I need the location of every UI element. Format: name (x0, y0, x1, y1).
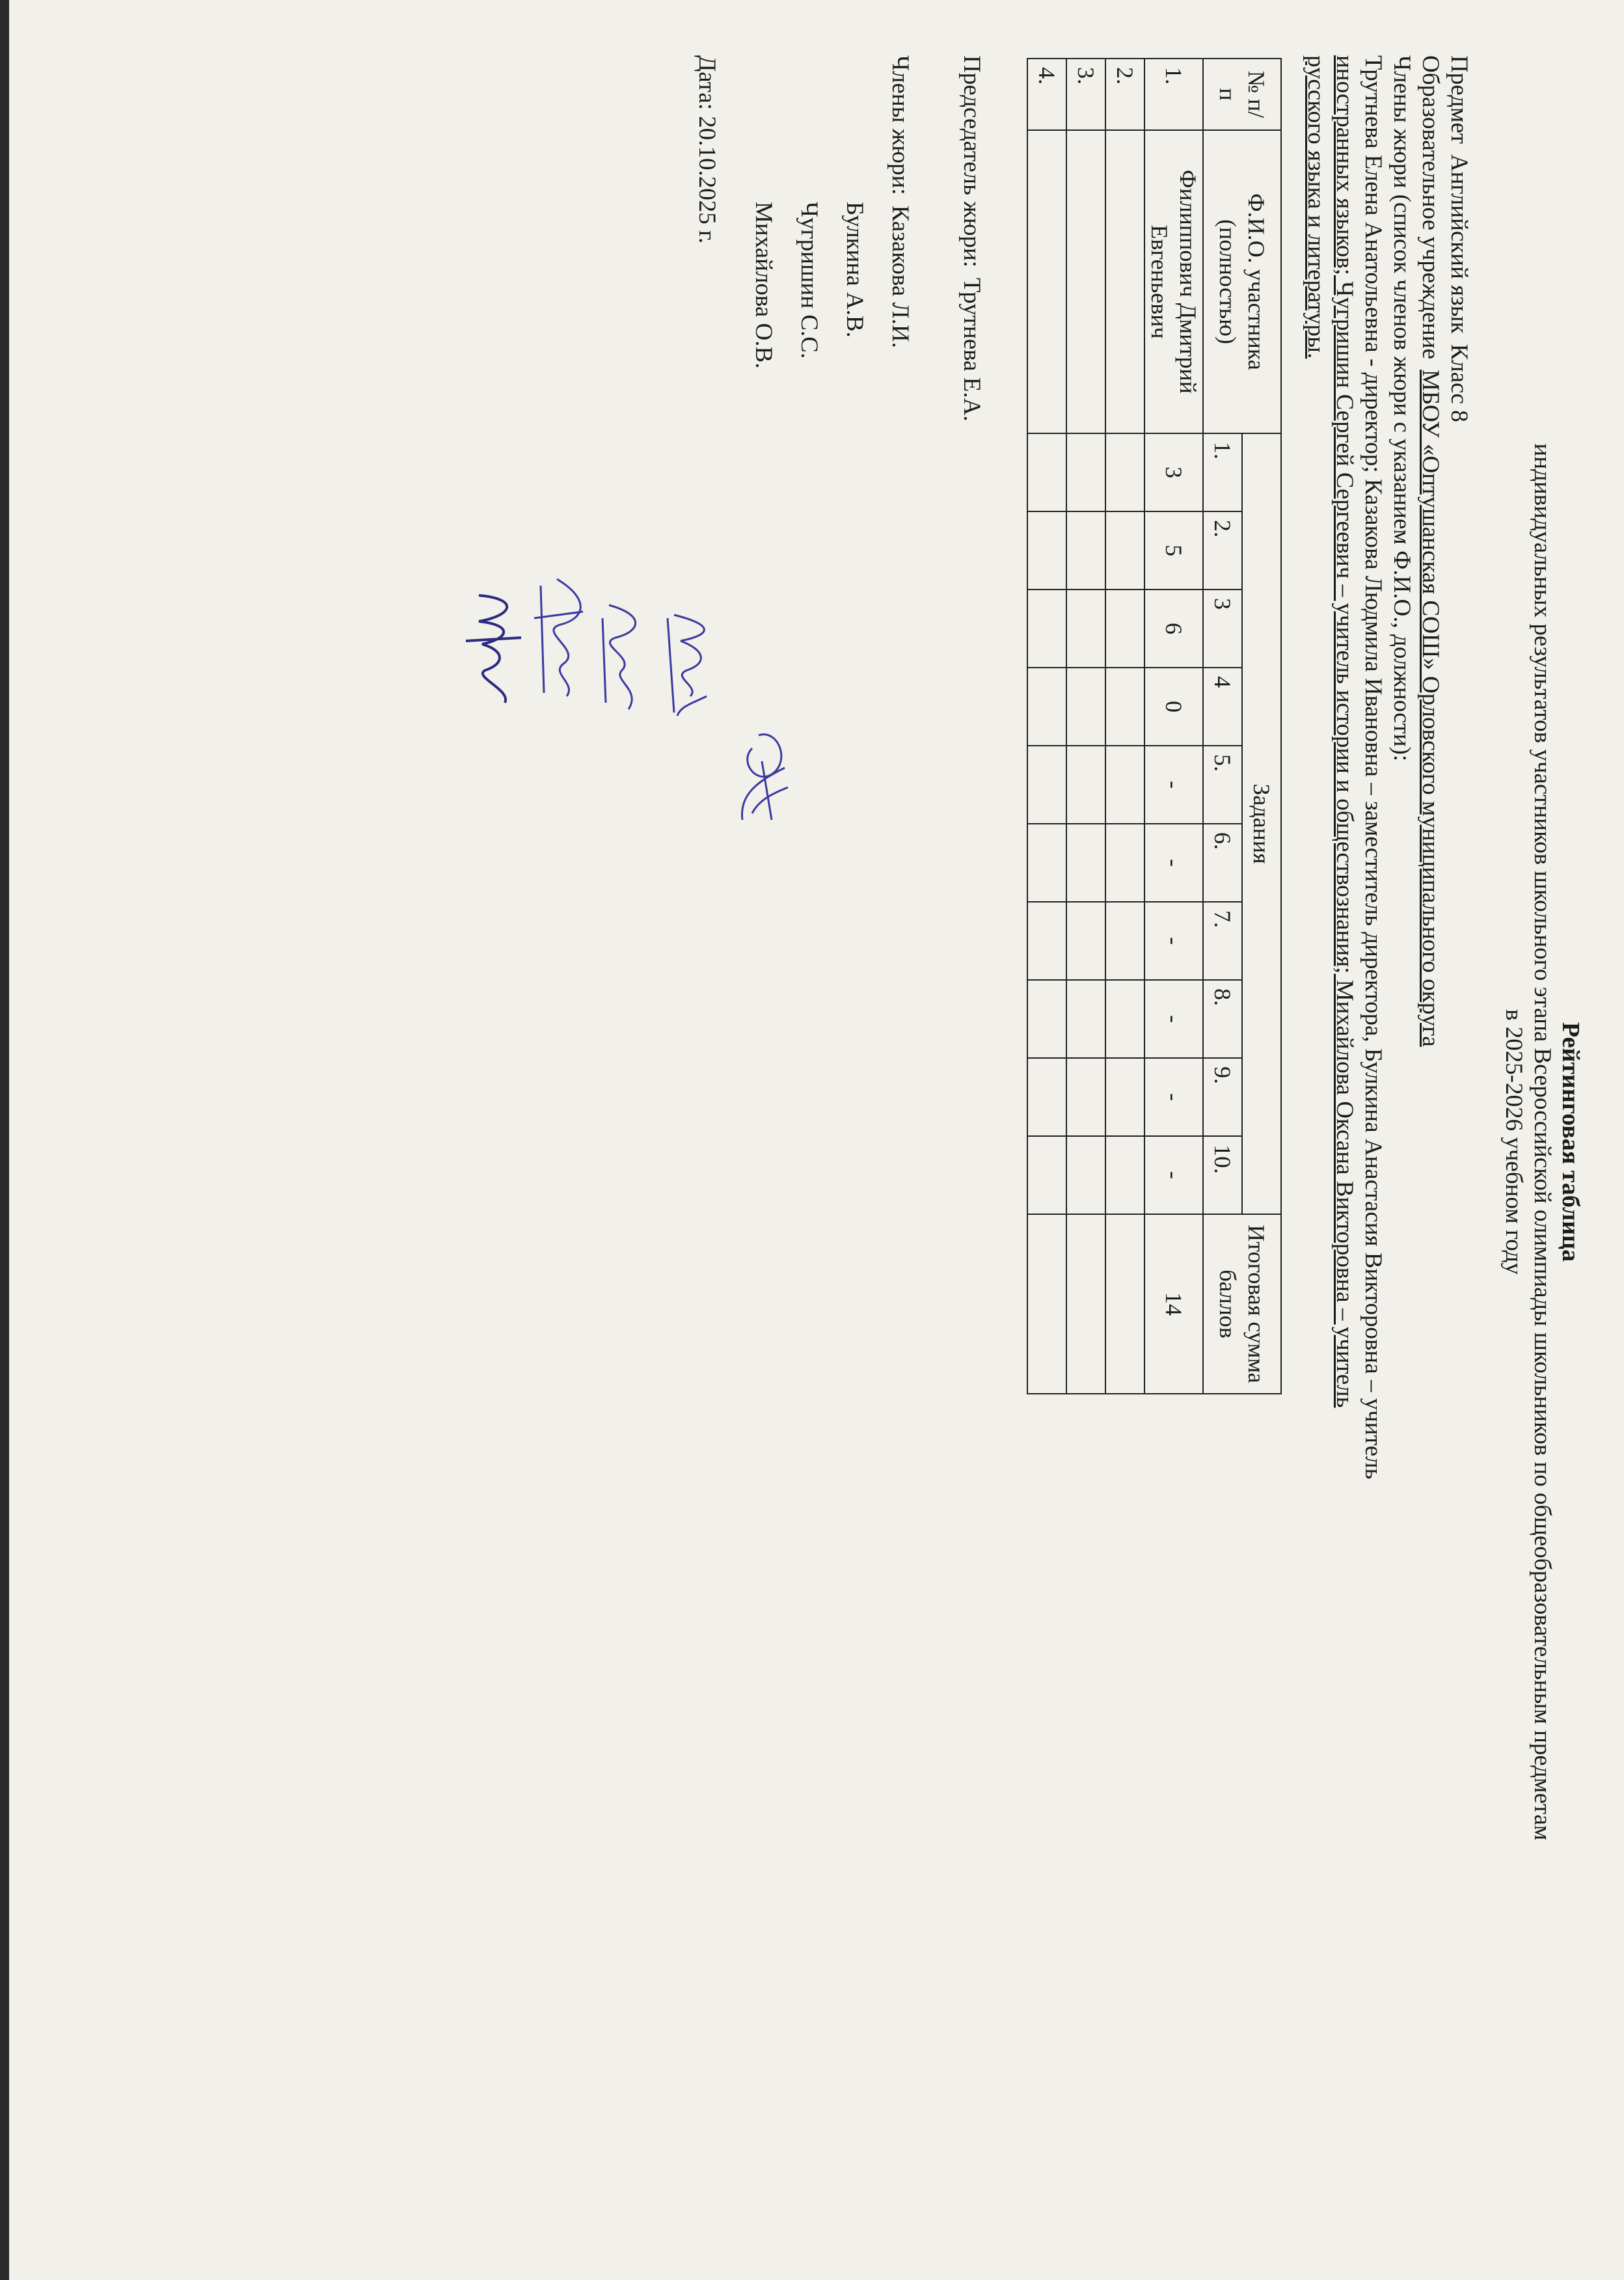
task-score (1027, 1058, 1066, 1136)
participant-name (1066, 130, 1105, 433)
task-score (1105, 824, 1144, 902)
task-score: - (1144, 1058, 1203, 1136)
row-num: 1. (1144, 59, 1203, 130)
task-score (1066, 433, 1105, 511)
task-score: - (1144, 824, 1203, 902)
member-name: Казакова Л.И. (887, 205, 914, 348)
chair-line (949, 55, 994, 2229)
task-number: 2. (1203, 511, 1242, 590)
member-line (740, 55, 786, 2229)
date-label: Дата: (694, 55, 720, 111)
jury-list-line-3: русского языка и литературы. (1303, 55, 1329, 359)
document-title: Рейтинговая таблица (1557, 1022, 1584, 1262)
task-score (1066, 511, 1105, 590)
task-score (1066, 1136, 1105, 1214)
member-line (832, 55, 877, 2229)
table-row (1027, 59, 1066, 1394)
task-score (1027, 590, 1066, 668)
task-score (1027, 746, 1066, 824)
task-number: 1. (1203, 433, 1242, 511)
header-tasks: Задания (1242, 433, 1281, 1214)
task-score (1105, 902, 1144, 980)
task-score (1066, 902, 1105, 980)
table-header-row (1242, 59, 1281, 1394)
total-score (1066, 1214, 1105, 1394)
task-score (1105, 1136, 1144, 1214)
header-total: Итоговая сумма баллов (1203, 1214, 1281, 1394)
academic-year: в 2025-2026 учебном году (1500, 1009, 1527, 1275)
chair-name: Трутнева Е.А. (958, 278, 985, 422)
jury-list-line-2: иностранных языков; Чугришин Сергей Сергеевич – учитель истории и обществознания; Михайлова Оксана Викторовна – учитель (1331, 55, 1358, 1408)
date-line (692, 55, 721, 2229)
total-score (1105, 1214, 1144, 1394)
row-num: 4. (1027, 59, 1066, 130)
members-label: Члены жюри: (887, 55, 914, 195)
member-signature-chugrishin (524, 573, 596, 703)
table-row (1066, 59, 1105, 1394)
member-name: Михайлова О.В. (750, 202, 777, 369)
row-num: 2. (1105, 59, 1144, 130)
header-num: № п/п (1203, 59, 1281, 130)
task-number: 4 (1203, 668, 1242, 746)
page-content (692, 55, 1585, 2229)
task-score (1027, 980, 1066, 1058)
task-score: 5 (1144, 511, 1203, 590)
total-score (1027, 1214, 1066, 1394)
task-score: - (1144, 1136, 1203, 1214)
task-score: 0 (1144, 668, 1203, 746)
subject-line (1444, 55, 1473, 2229)
task-number: 8. (1203, 980, 1242, 1058)
task-score (1027, 433, 1066, 511)
task-score (1027, 824, 1066, 902)
task-number: 3 (1203, 590, 1242, 668)
date-value: 20.10.2025 г. (694, 116, 720, 244)
subject-label: Предмет (1446, 55, 1472, 144)
task-score (1105, 746, 1144, 824)
participant-name (1105, 130, 1144, 433)
participant-name: Филиппович Дмитрий Евгеньевич (1144, 130, 1203, 433)
document-subtitle: индивидуальных результатов участников школьного этапа Всероссийской олимпиады школьников по общеобразовательным предметам (1529, 443, 1556, 1841)
jury-list-label: Члены жюри (список членов жюри с указанием Ф.И.О., должности): (1388, 55, 1415, 762)
task-score: - (1144, 902, 1203, 980)
class-label: Класс (1446, 344, 1472, 405)
task-score (1066, 980, 1105, 1058)
task-score (1027, 668, 1066, 746)
task-score (1066, 1058, 1105, 1136)
task-score: 3 (1144, 433, 1203, 511)
row-num: 3. (1066, 59, 1105, 130)
task-score (1105, 668, 1144, 746)
task-score (1027, 1136, 1066, 1214)
chair-label: Председатель жюри: (958, 55, 985, 268)
table-row (1105, 59, 1144, 1394)
participant-name (1027, 130, 1066, 433)
task-score (1027, 511, 1066, 590)
member-signature-bulkina (589, 599, 655, 716)
members-line (877, 55, 923, 2229)
task-score: 6 (1144, 590, 1203, 668)
subject-value: Английский язык (1446, 154, 1472, 334)
member-signature-mikhailova (459, 586, 531, 709)
total-score: 14 (1144, 1214, 1203, 1394)
task-score (1066, 590, 1105, 668)
chair-signature (726, 722, 798, 833)
task-number: 5. (1203, 746, 1242, 824)
jury-list-line-1: Трутнева Елена Анатольевна - директор; Казакова Людмила Ивановна – заместитель директора, Булкина Анастасия Викторовна – учитель (1360, 55, 1387, 1480)
task-score (1105, 590, 1144, 668)
task-score (1066, 746, 1105, 824)
member-line (786, 55, 832, 2229)
task-score (1105, 980, 1144, 1058)
task-score (1066, 824, 1105, 902)
institution-line (1416, 55, 1444, 2229)
task-number: 9. (1203, 1058, 1242, 1136)
task-number: 10. (1203, 1136, 1242, 1214)
table-row (1144, 59, 1203, 1394)
institution-value: МБОУ «Оптушанская СОШ» Орловского муниципального округа (1417, 370, 1444, 1047)
header-name: Ф.И.О. участника (полностью) (1203, 130, 1281, 433)
task-score (1105, 1058, 1144, 1136)
member-name: Чугришин С.С. (796, 202, 822, 359)
member-name: Булкина А.В. (841, 202, 868, 338)
task-score (1066, 668, 1105, 746)
class-value: 8 (1446, 410, 1472, 422)
task-score: - (1144, 980, 1203, 1058)
results-table (1027, 58, 1282, 1394)
task-score (1027, 902, 1066, 980)
task-score: - (1144, 746, 1203, 824)
task-score (1105, 433, 1144, 511)
member-signature-kazakova (655, 605, 726, 722)
task-number: 7. (1203, 902, 1242, 980)
signatures-block (692, 55, 994, 2229)
task-number: 6. (1203, 824, 1242, 902)
task-score (1105, 511, 1144, 590)
institution-label: Образовательное учреждение (1417, 55, 1444, 360)
